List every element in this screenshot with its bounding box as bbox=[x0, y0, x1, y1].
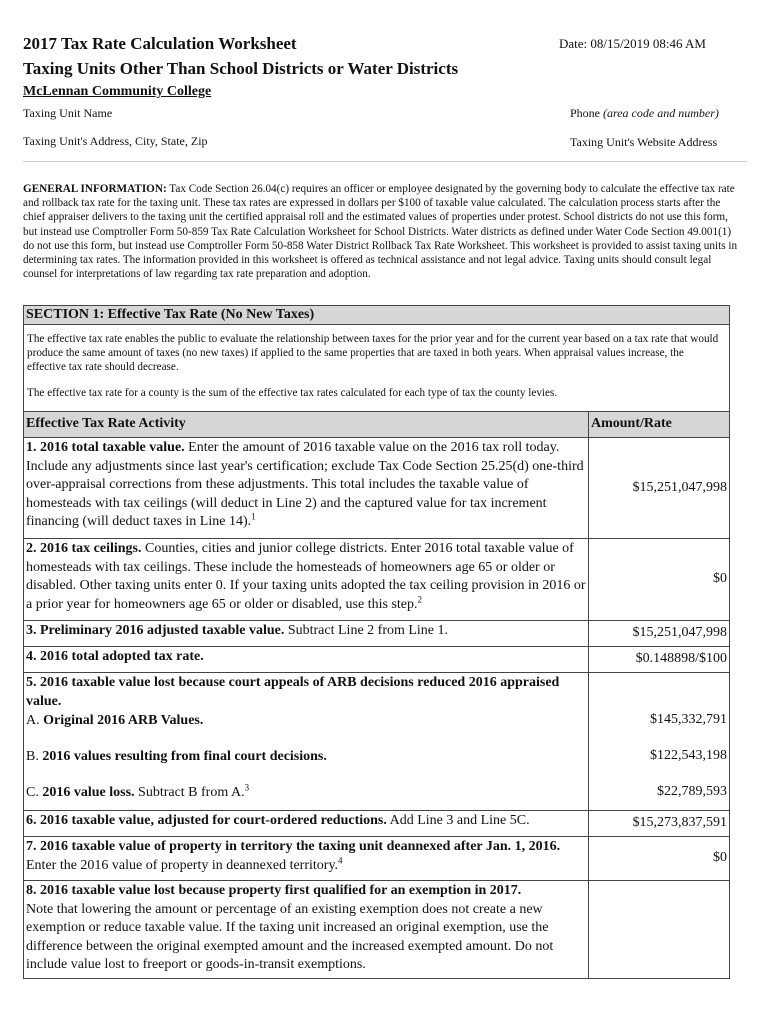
form-subtitle: Taxing Units Other Than School Districts or Water Districts bbox=[23, 59, 459, 78]
line7-amount: $0 bbox=[589, 837, 730, 881]
address-label: Taxing Unit's Address, City, State, Zip bbox=[23, 134, 208, 148]
phone-label: Phone (area code and number) bbox=[570, 106, 719, 120]
taxing-unit-name-label: Taxing Unit Name bbox=[23, 106, 113, 120]
line5b-amount: $122,543,198 bbox=[650, 748, 727, 763]
taxing-unit-name: McLennan Community College bbox=[23, 84, 212, 99]
report-date: Date: 08/15/2019 08:46 AM bbox=[559, 36, 706, 51]
col-activity: Effective Tax Rate Activity bbox=[24, 412, 589, 438]
line2-amount: $0 bbox=[589, 539, 730, 621]
col-amount: Amount/Rate bbox=[589, 412, 730, 438]
table-row-line4: 4. 2016 total adopted tax rate. $0.148898/$100 bbox=[24, 647, 730, 673]
line3-amount: $15,251,047,998 bbox=[589, 621, 730, 647]
worksheet-table bbox=[23, 411, 730, 979]
line5c-amount: $22,789,593 bbox=[657, 784, 727, 799]
line8-amount bbox=[589, 881, 730, 979]
line6-amount: $15,273,837,591 bbox=[589, 811, 730, 837]
table-row-line1: 1. 2016 total taxable value. Enter the amount of 2016 taxable value on the 2016 tax roll today. Include any adjustments since last year's certification; exclude Tax Code Section 25.25(d) one-third over-appraisal corrections from these adjustments. This total includes the taxable value of homesteads with tax ceilings (will deduct in Line 2) and the captured value for tax increment financing (will deduct taxes in Line 14).$^1$ $15,251,047,998 bbox=[24, 438, 730, 539]
table-row-line6: 6. 2016 taxable value, adjusted for court-ordered reductions. Add Line 3 and Line 5C. $15,273,837,591 bbox=[24, 811, 730, 837]
form-title: 2017 Tax Rate Calculation Worksheet bbox=[23, 34, 297, 53]
table-row-line2: 2. 2016 tax ceilings. Counties, cities and junior college districts. Enter 2016 total taxable value of homesteads with tax ceilings. These include the homesteads of homeowners age 65 or older or disabled. Other taxing units enter 0. If your taxing units adopted the tax ceiling provision in 2016 or a prior year for homeowners age 65 or older or disabled, use this step.$^2$ $0 bbox=[24, 539, 730, 621]
table-row-line8: 8. 2016 taxable value lost because property first qualified for an exemption in 2017. Note that lowering the amount or percentage of an existing exemption does not create a new exemption or reduce taxable value. If the taxing unit increased an original exemption, use the difference between the original exempted amount and the increased exempted amount. Do not include value lost to freeport or goods-in-transit exemptions. bbox=[24, 881, 730, 979]
table-header bbox=[24, 412, 730, 438]
line5a-amount: $145,332,791 bbox=[650, 712, 727, 727]
section1-description: The effective tax rate enables the public to evaluate the relationship between taxes for the prior year and for the current year based on a tax rate that would produce the same amount of taxes (no new taxes) if applied to the same properties that are taxed in both years. When appraisal values increase, the effective tax rate should decrease. The effective tax rate for a county is the sum of the effective tax rates calculated for each type of tax the county levies. bbox=[23, 325, 730, 411]
website-label: Taxing Unit's Website Address bbox=[570, 135, 718, 149]
general-information: GENERAL INFORMATION: Tax Code Section 26.04(c) requires an officer or employee designated by the governing body to calculate the effective tax rate and rollback tax rate for the taxing unit. These tax rates are expressed in dollars per $100 of taxable value calculated. The calculation process starts after the chief appraiser delivers to the taxing unit the certified appraisal roll and the estimated values of properties under protest. School districts do not use this form, but instead use Comptroller Form 50-859 Tax Rate Calculation Worksheet for School Districts. Water districts as defined under Water Code Section 49.001(1) do not use this form, but instead use Comptroller Form 50-858 Water District Rollback Tax Rate Worksheet. This worksheet is provided to assist taxing units in determining tax rates. The information provided in this worksheet is offered as technical assistance and not legal advice. Taxing units should consult legal counsel for interpretations of law regarding tax rate preparation and adoption. bbox=[23, 183, 738, 281]
divider bbox=[23, 161, 747, 162]
line1-amount: $15,251,047,998 bbox=[589, 438, 730, 539]
line4-amount: $0.148898/$100 bbox=[589, 647, 730, 673]
table-row-line3: 3. Preliminary 2016 adjusted taxable value. Subtract Line 2 from Line 1. $15,251,047,998 bbox=[24, 621, 730, 647]
section1-title: SECTION 1: Effective Tax Rate (No New Taxes) bbox=[23, 305, 730, 325]
table-row-line7: 7. 2016 taxable value of property in territory the taxing unit deannexed after Jan. 1, 2016. Enter the 2016 value of property in deannexed territory.$^4$ $0 bbox=[24, 837, 730, 881]
table-row-line5: 5. 2016 taxable value lost because court appeals of ARB decisions reduced 2016 appraised value. A. Original 2016 ARB Values. B. 2016 values resulting from final court decisions. C. 2016 value loss. Subtract B from A.$^3$ $145,332,791 $122,543,198 $22,789,593 bbox=[24, 673, 730, 811]
